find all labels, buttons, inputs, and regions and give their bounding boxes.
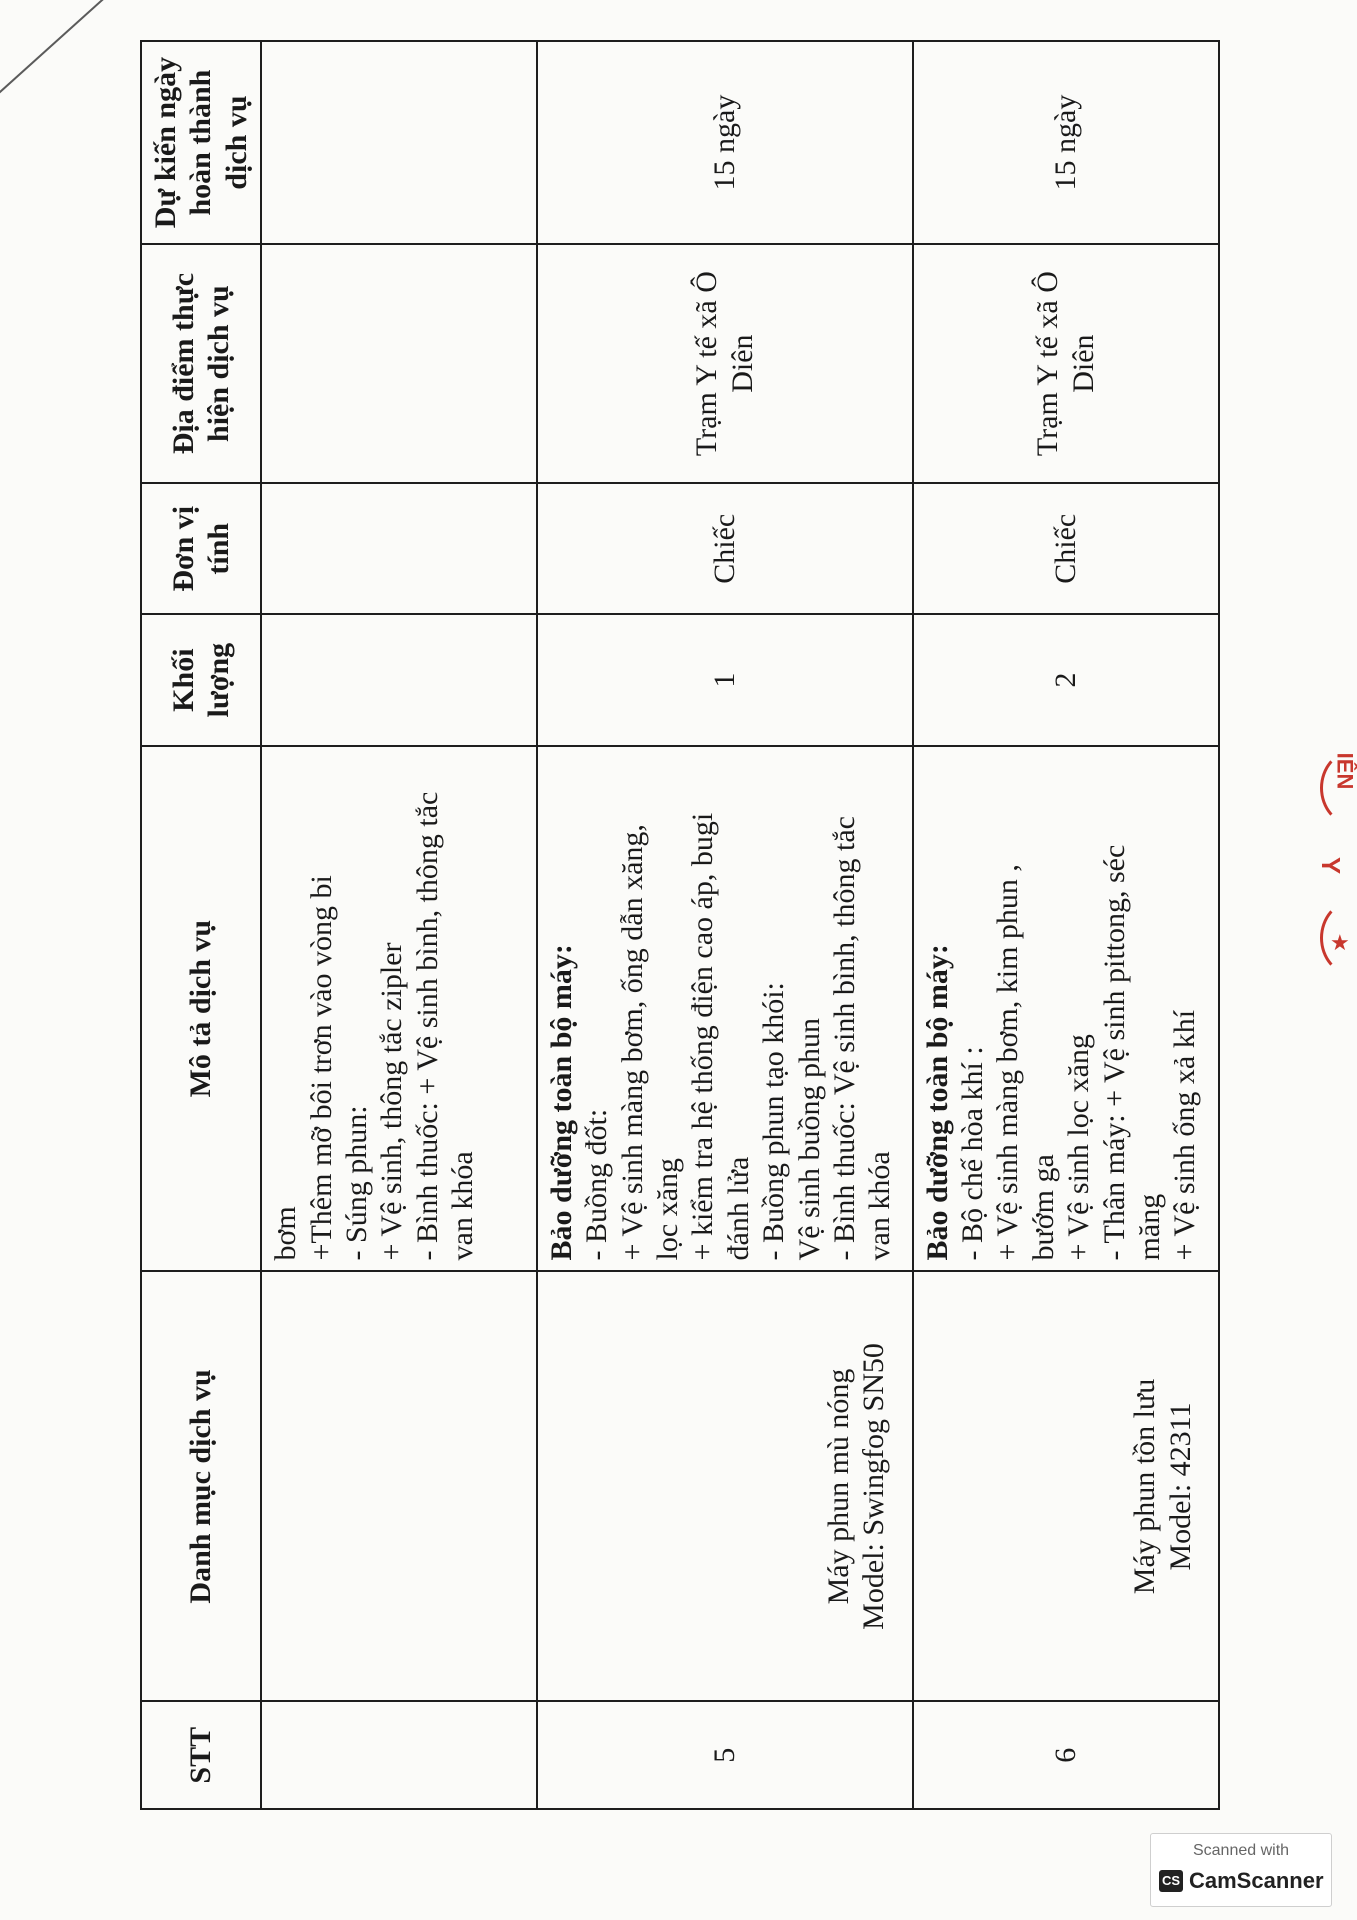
camscanner-watermark	[1150, 1833, 1332, 1907]
description-line: + Vệ sinh màng bơm, ống dẫn xăng,	[615, 824, 649, 1261]
header-description: Mô tả dịch vụ	[141, 746, 261, 1272]
cell-location: Trạm Y tế xã Ô Diên	[537, 244, 913, 483]
cell-quantity: 2	[913, 614, 1219, 745]
table-row	[261, 41, 537, 1809]
cell-service-name	[537, 1271, 913, 1701]
watermark-brand: CamScanner	[1189, 1868, 1324, 1893]
description-line: bơm	[269, 1206, 303, 1261]
watermark-scanned-text: Scanned with	[1192, 1842, 1290, 1859]
service-name-line: Model: 42311	[1163, 1402, 1197, 1571]
cell-completion-days	[261, 41, 537, 244]
description-line: van khóa	[446, 1151, 480, 1261]
description-line: Bảo dưỡng toàn bộ máy:	[544, 944, 578, 1261]
header-unit: Đơn vị tính	[141, 483, 261, 614]
cell-completion-days: 15 ngày	[913, 41, 1219, 244]
description-line: bướm ga	[1026, 1154, 1060, 1261]
cell-completion-days: 15 ngày	[537, 41, 913, 244]
description-line: Bảo dưỡng toàn bộ máy:	[920, 944, 954, 1261]
description-line: + kiểm tra hệ thống điện cao áp, bugi	[686, 812, 720, 1261]
description-line: lọc xăng	[651, 1157, 685, 1261]
header-stt: STT	[141, 1702, 261, 1810]
cell-quantity	[261, 614, 537, 745]
header-location: Địa điểm thực hiện dịch vụ	[141, 244, 261, 483]
scan-edge-line	[0, 0, 162, 102]
description-line: +Thêm mỡ bôi trơn vào vòng bi	[304, 875, 338, 1261]
description-line: - Súng phun:	[339, 1105, 373, 1261]
description-line: + Vệ sinh ống xả khí	[1168, 1009, 1202, 1261]
service-name-line: Máy phun tồn lưu	[1128, 1378, 1162, 1595]
description-line: - Buồng phun tạo khói:	[757, 982, 791, 1261]
table-row	[537, 41, 913, 1809]
description-line: + Vệ sinh, thông tắc zipler	[375, 942, 409, 1261]
rotated-table-container	[140, 40, 1220, 1810]
cell-description	[913, 746, 1219, 1272]
description-line: - Bình thuốc: Vệ sinh bình, thông tắc	[828, 816, 862, 1261]
cell-service-name	[261, 1271, 537, 1701]
description-line: + Vệ sinh lọc xăng	[1062, 1034, 1096, 1261]
service-table	[140, 40, 1220, 1810]
cell-unit: Chiếc	[537, 483, 913, 614]
cell-stt: 5	[537, 1702, 913, 1810]
description-line: - Bộ chế hòa khí :	[956, 1046, 990, 1261]
stamp-text-mid: Y	[1316, 856, 1347, 875]
cell-unit: Chiếc	[913, 483, 1219, 614]
header-service-name: Danh mục dịch vụ	[141, 1271, 261, 1701]
red-seal-stamp	[1290, 750, 1357, 980]
cell-stt	[261, 1702, 537, 1810]
description-line: đánh lửa	[721, 1156, 755, 1261]
cell-location: Trạm Y tế xã Ô Diên	[913, 244, 1219, 483]
cell-description	[537, 746, 913, 1272]
description-line: van khóa	[863, 1151, 897, 1261]
document-page	[140, 40, 1220, 1810]
description-line: Vệ sinh buồng phun	[792, 1017, 826, 1261]
star-icon: ★	[1330, 930, 1350, 955]
header-quantity: Khối lượng	[141, 614, 261, 745]
camscanner-logo-icon: CS	[1159, 1870, 1183, 1892]
table-row	[913, 41, 1219, 1809]
description-line: + Vệ sinh màng bơm, kim phun ,	[991, 864, 1025, 1261]
cell-location	[261, 244, 537, 483]
service-name-line: Máy phun mù nóng	[821, 1368, 855, 1605]
cell-service-name	[913, 1271, 1219, 1701]
cell-quantity: 1	[537, 614, 913, 745]
cell-description	[261, 746, 537, 1272]
description-line: - Thân máy: + Vệ sinh pittong, séc	[1097, 844, 1131, 1261]
description-line: - Bình thuốc: + Vệ sinh bình, thông tắc	[410, 791, 444, 1261]
header-row	[141, 41, 261, 1809]
description-line: - Buồng đốt:	[580, 1108, 614, 1261]
cell-stt: 6	[913, 1702, 1219, 1810]
cell-unit	[261, 483, 537, 614]
stamp-text-top: IÊN	[1332, 752, 1357, 790]
description-line: măng	[1132, 1193, 1166, 1261]
header-completion-days: Dự kiến ngày hoàn thành dịch vụ	[141, 41, 261, 244]
service-name-line: Model: Swingfog SN50	[857, 1343, 891, 1630]
